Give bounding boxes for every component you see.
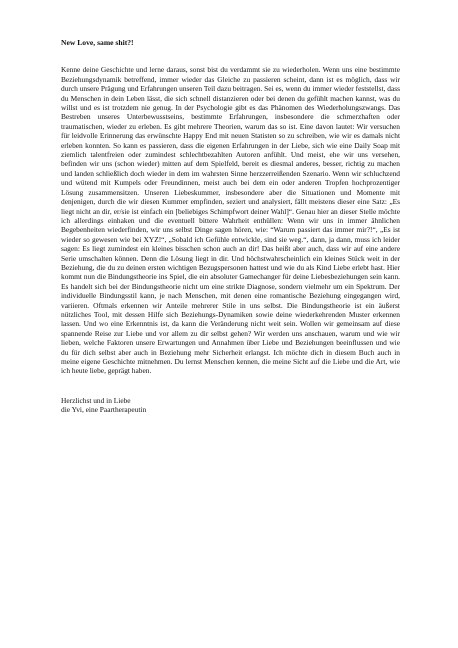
closing-block [61,396,400,415]
closing-signature: die Yvi, eine Paartherapeutin [61,405,147,415]
document-content [61,38,400,415]
body-paragraph: Kenne deine Geschichte und lerne daraus, sonst bist du verdammt sie zu wiederholen. Wenn uns eine bestimmte Beziehungsdynamik betreffend, immer wieder das Gleiche zu passieren scheint, dann ist es möglich, dass wir durch unsere Prägung und Erfahrungen unseren Teil dazu beitragen. Sei es, wenn du immer wieder feststellst, dass du Menschen in dein Leben lässt, die sich schnell distanzieren oder bei denen du gefühlt machen kannst, was du willst und es ist trotzdem nie genug. In der Psychologie gibt es das Phänomen des Wiederholungszwangs. Das Bestreben unseres Unterbewusstseins, bestimmte Erfahrungen, insbesondere die schmerzhaften oder traumatischen, wieder zu erleben. Es gibt mehrere Theorien, warum das so ist. Eine davon lautet: Wir versuchen für leidvolle Erinnerung das erwünschte Happy End mit neuen Statisten so zu schreiben, wie wir es damals nicht erleben konnten. So kann es passieren, dass die eigenen Erfahrungen in der Liebe, sich wie eine Daily Soap mit ziemlich talentfreien oder zumindest schlechtbezahlten Autoren anfühlt. Und meist, ehe wir uns versehen, befinden wir uns (schon wieder) mitten auf dem Spielfeld, bereit es diesmal anderes, besser, richtig zu machen und landen schließlich doch wieder in dem im wahrsten Sinne herzzerreißenden Szenario. Wenn wir schluchzend und wütend mit Kumpels oder Freundinnen, meist auch bei dem ein oder anderen Tropfen hochprozentiger Lösung zusammensitzen. Unseren Liebeskummer, insbesondere aber die Situationen und Momente mit denjenigen, durch die wir diesen Kummer empfinden, seziert und analysiert, fällt meistens dieser eine Satz: „Es liegt nicht an dir, er/sie ist einfach ein [beliebiges Schimpfwort deiner Wahl]“. Genau hier an dieser Stelle möchte ich allerdings einhaken und die eventuell bittere Wahrheit enthüllen: Wenn wir uns in immer ähnlichen Begebenheiten wiederfinden, wir uns selbst Dinge sagen hören, wie: “Warum passiert das immer mir?!“, „Es ist wieder so gewesen wie bei XYZ!“, „Sobald ich Gefühle entwickle, sind sie weg.“, dann, ja dann, muss ich leider sagen: Es liegt zumindest ein kleines bisschen schon auch an dir! Das heißt aber auch, dass wir auf eine andere Serie umschalten können. Denn die Lösung liegt in dir. Und höchstwahrscheinlich ein kleines Stück weit in der Beziehung, die du zu deinen ersten wichtigen Bezugspersonen hattest und wie du als Kind Liebe erlebt hast. Hier kommt nun die Bindungstheorie ins Spiel, die ein absoluter Gamechanger für deine Liebesbeziehungen sein kann. Es handelt sich bei der Bindungstheorie nicht um eine strikte Diagnose, sondern vielmehr um ein Spektrum. Der individuelle Bindungsstil kann, je nach Menschen, mit denen eine romantische Beziehung eingegangen wird, variieren. Oftmals erkennen wir Anteile mehrerer Stile in uns selbst. Die Bindungstheorie ist ein äußerst nützliches Tool, mit dessen Hilfe sich Beziehungs-Dynamiken sowie deine wiederkehrenden Muster erkennen lassen. Und wo eine Erkenntnis ist, da kann die Veränderung nicht weit sein. Wollen wir gemeinsam auf diese spannende Reise zur Liebe und vor allem zu dir selbst gehen? Wir werden uns anschauen, warum und wie wir lieben, welche Faktoren unsere Erwartungen und Annahmen über Liebe und Beziehungen beeinflussen und wie du für dich selbst aber auch in Beziehung mehr Sicherheit erlangst. Ich möchte dich in diesem Buch auch in meine eigene Geschichte mitnehmen. Du lernst Menschen kennen, die meine Sicht auf die Liebe und die Art, wie ich heute liebe, geprägt haben. [61,65,400,376]
document-title: New Love, same shit?! [61,38,134,47]
closing-greeting: Herzlichst und in Liebe [61,395,131,405]
